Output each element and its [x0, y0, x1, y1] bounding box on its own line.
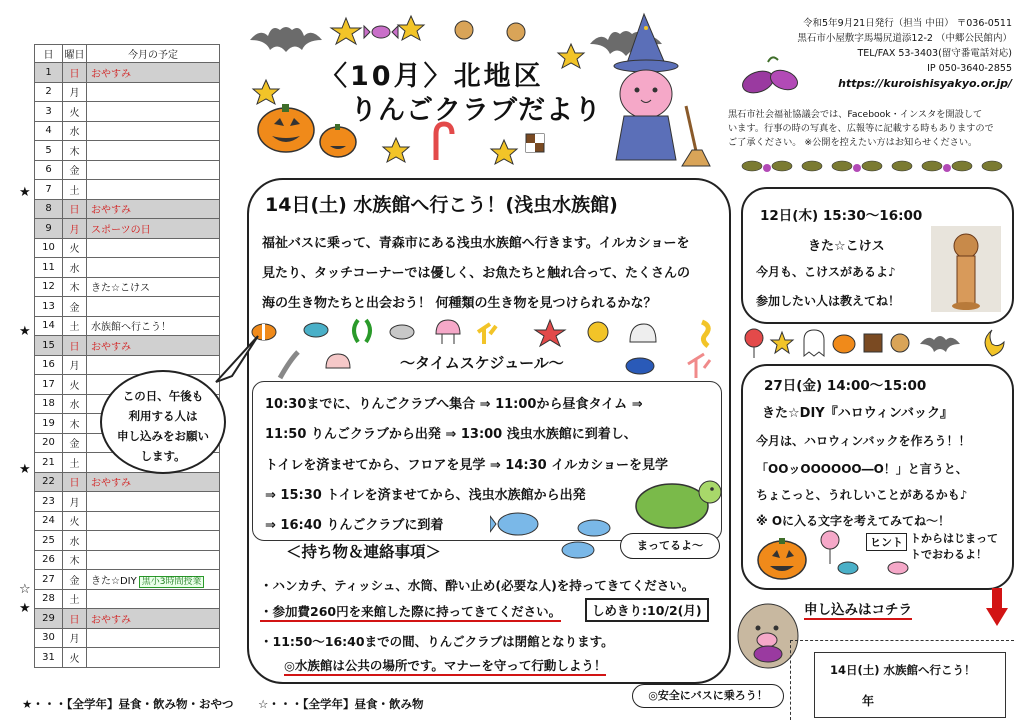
calendar-day-number: 5: [35, 141, 63, 161]
calendar-row: [35, 180, 220, 200]
calendar-day-number: 1: [35, 63, 63, 83]
calendar-weekday: 火: [63, 511, 87, 531]
calendar-event: [87, 102, 220, 122]
star-mark-21: ★: [19, 462, 31, 477]
calendar-weekday: 木: [63, 414, 87, 434]
calendar-weekday: 日: [63, 336, 87, 356]
fish-icon: [390, 325, 414, 339]
calendar-row: [35, 297, 220, 317]
fish-icon: [490, 513, 538, 535]
kokesu-line: 参加したい人は教えてね！: [756, 294, 901, 308]
calendar-weekday: 月: [63, 492, 87, 512]
calendar-weekday: 土: [63, 589, 87, 609]
calendar-event: [87, 180, 220, 200]
sns-notice: [728, 108, 1014, 150]
bubble-tail-icon: [214, 332, 264, 384]
calendar-event: [87, 82, 220, 102]
pumpkin-icon: [258, 104, 356, 157]
calendar-weekday: 水: [63, 531, 87, 551]
lollipop-icon: [745, 329, 763, 358]
schedule-line: トイレを済ませてから、フロアを見学 ⇒ 14:30 イルカショーを見学: [265, 458, 668, 473]
calendar-day-number: 16: [35, 355, 63, 375]
cookie-icon: [891, 334, 909, 352]
calendar-row: [35, 531, 220, 551]
calendar-event-label: きた☆こけス: [91, 283, 150, 295]
calendar-row: [35, 355, 220, 375]
bat-icon: [920, 336, 960, 352]
fish-icon: [626, 358, 654, 374]
calendar-event: [87, 492, 220, 512]
calendar-row: [35, 258, 220, 278]
calendar-day-number: 26: [35, 550, 63, 570]
legend-hollow-star: ☆・・・【全学年】昼食・飲み物: [258, 697, 424, 711]
calendar-day-number: 8: [35, 199, 63, 219]
bubble-line: 利用する人は: [128, 409, 198, 423]
sns-notice-line: います。行事の時の写真を、広報等に記載する時もありますので: [728, 123, 994, 134]
calendar-weekday: 月: [63, 82, 87, 102]
calendar-weekday: 火: [63, 375, 87, 395]
star-icon: [771, 332, 793, 353]
bat-icon: [250, 27, 322, 52]
calendar-day-number: 30: [35, 628, 63, 648]
schedule-line: ⇒ 16:40 りんごクラブに到着: [265, 518, 444, 533]
calendar-day-number: 24: [35, 511, 63, 531]
schedule-line: 11:50 りんごクラブから出発 ⇒ 13:00 浅虫水族館に到着し、: [265, 427, 637, 442]
calendar-row: [35, 492, 220, 512]
calendar-row: [35, 472, 220, 492]
calendar-day-number: 22: [35, 472, 63, 492]
calendar-weekday: 火: [63, 238, 87, 258]
website-url[interactable]: https://kuroishisyakyo.or.jp/: [838, 77, 1012, 90]
arrow-down-icon: [986, 588, 1008, 628]
calendar-day-number: 11: [35, 258, 63, 278]
calendar-event-label: 水族館へ行こう！: [91, 322, 171, 334]
shell-icon: [630, 324, 656, 342]
calendar-day-number: 21: [35, 453, 63, 473]
calendar-event: [87, 316, 220, 336]
schedule-title: ～タイムスケジュール～: [400, 354, 564, 372]
eel-icon: [280, 352, 298, 378]
calendar-header-events: 今月の予定: [87, 45, 220, 63]
calendar-row: [35, 277, 220, 297]
calendar-row: [35, 609, 220, 629]
calendar-day-number: 6: [35, 160, 63, 180]
calendar-weekday: 木: [63, 141, 87, 161]
calendar-body: [35, 63, 220, 668]
calendar-event: [87, 511, 220, 531]
diy-title: きた☆DIY『ハロウィンバック』: [762, 406, 954, 421]
calendar-row: [35, 102, 220, 122]
calendar-row: [35, 160, 220, 180]
calendar-event: [87, 472, 220, 492]
starfish-icon: [535, 320, 565, 346]
candy-icon: [888, 562, 908, 574]
calendar-event-badge: 黒小3時間授業: [139, 576, 205, 588]
calendar-event-label: おやすみ: [91, 341, 131, 353]
kokesu-heading: 12日(木) 15:30～16:00: [760, 208, 923, 224]
calendar-event-label: きた☆DIY: [91, 575, 137, 587]
calendar-day-number: 31: [35, 648, 63, 668]
calendar-event: [87, 336, 220, 356]
bubble-line: します。: [140, 449, 186, 463]
calendar-row: [35, 550, 220, 570]
item-line-belongings: ・ハンカチ、ティッシュ、水筒、酔い止め(必要な人)を持ってきてください。: [260, 578, 695, 593]
calendar-weekday: 日: [63, 472, 87, 492]
calendar-header-row: [35, 45, 220, 63]
calendar-day-number: 15: [35, 336, 63, 356]
lollipop-icon: [821, 531, 839, 564]
hint-line: トからはじまって: [910, 532, 998, 545]
calendar-event: [87, 570, 220, 590]
calendar-day-number: 20: [35, 433, 63, 453]
fish-icon: [304, 323, 328, 337]
calendar-day-number: 10: [35, 238, 63, 258]
bubble-line: この日、午後も: [122, 389, 204, 403]
calendar-event: [87, 141, 220, 161]
calendar-day-number: 17: [35, 375, 63, 395]
calendar-row: [35, 589, 220, 609]
ip-phone: IP 050-3640-2855: [927, 63, 1012, 74]
calendar-day-number: 2: [35, 82, 63, 102]
calendar-weekday: 火: [63, 102, 87, 122]
calendar-event: [87, 238, 220, 258]
star-mark-27: ☆: [19, 582, 31, 597]
calendar-row: [35, 141, 220, 161]
calendar-weekday: 日: [63, 609, 87, 629]
sweet-potato-icon: [738, 54, 804, 100]
diy-line: 今月は、ハロウィンバックを作ろう！！: [756, 434, 971, 448]
star-mark-28: ★: [19, 601, 31, 616]
calendar-row: [35, 628, 220, 648]
calendar-weekday: 木: [63, 277, 87, 297]
diy-line: ※ Oに入る文字を考えてみてね～！: [756, 514, 951, 528]
calendar-weekday: 水: [63, 394, 87, 414]
calendar-weekday: 土: [63, 316, 87, 336]
legend-filled-star: ★・・・【全学年】昼食・飲み物・おやつ: [22, 697, 234, 711]
calendar-event-label: おやすみ: [91, 614, 131, 626]
calendar-weekday: 金: [63, 297, 87, 317]
items-and-notes-title: ＜持ち物＆連絡事項＞: [286, 543, 442, 561]
calendar-event: [87, 199, 220, 219]
chocolate-icon: [864, 334, 882, 352]
calendar-weekday: 火: [63, 648, 87, 668]
calendar-day-number: 14: [35, 316, 63, 336]
calendar-row: [35, 316, 220, 336]
tel-fax: TEL/FAX 53-3403(留守番電話対応): [857, 48, 1012, 59]
calendar-day-number: 3: [35, 102, 63, 122]
address: 黒石市小屋敷字馬場尻道添12-2 （中郷公民館内）: [797, 33, 1012, 44]
calendar-day-number: 28: [35, 589, 63, 609]
diy-line: 「OOッOOOOOO―O！」と言うと、: [756, 462, 968, 476]
candy-icon: [838, 562, 858, 574]
calendar-row: [35, 570, 220, 590]
star-mark-14: ★: [19, 324, 31, 339]
calendar-weekday: 水: [63, 258, 87, 278]
calendar-day-number: 19: [35, 414, 63, 434]
calendar-event: [87, 609, 220, 629]
pufferfish-icon: [588, 322, 608, 342]
calendar-day-number: 25: [35, 531, 63, 551]
calendar-header-day: 日: [35, 45, 63, 63]
waiting-speech-bubble: まってるよ～: [620, 533, 720, 559]
calendar-table: [34, 44, 220, 668]
calendar-event-label: スポーツの日: [91, 224, 151, 236]
calendar-day-number: 18: [35, 394, 63, 414]
calendar-day-number: 27: [35, 570, 63, 590]
calendar-weekday: 金: [63, 160, 87, 180]
calendar-event-label: おやすみ: [91, 205, 131, 217]
newsletter-title-line1: 〈10月〉北地区: [320, 61, 544, 92]
hint-label: ヒント: [866, 533, 907, 551]
diy-line: ちょこっと、うれしいことがあるかも♪: [756, 488, 968, 502]
schedule-line: ⇒ 15:30 トイレを済ませてから、浅虫水族館から出発: [265, 488, 586, 503]
calendar-weekday: 日: [63, 199, 87, 219]
calendar-event: [87, 258, 220, 278]
event-description-line: 見たり、タッチコーナーでは優しく、お魚たちと触れ合って、たくさんの: [262, 266, 690, 281]
item-line-manners: ◎水族館は公共の場所です。マナーを守って行動しよう！: [284, 656, 606, 676]
calendar-weekday: 月: [63, 355, 87, 375]
calendar-event: [87, 648, 220, 668]
kokesu-title: きた☆こけス: [808, 239, 885, 254]
diy-heading: 27日(金) 14:00～15:00: [764, 378, 927, 394]
calendar-day-number: 4: [35, 121, 63, 141]
issue-date: 令和5年9月21日発行（担当 中田） 〒036-0511: [803, 18, 1012, 29]
schedule-line: 10:30までに、りんごクラブへ集合 ⇒ 11:00から昼食タイム ⇒: [265, 397, 643, 412]
coral-icon: [688, 354, 710, 378]
apply-here-label: 申し込みはコチラ: [804, 598, 912, 620]
calendar-weekday: 月: [63, 628, 87, 648]
calendar-row: [35, 82, 220, 102]
calendar-event: [87, 550, 220, 570]
calendar-row: [35, 121, 220, 141]
form-year-field[interactable]: 年: [862, 694, 875, 708]
calendar-row: [35, 511, 220, 531]
newsletter-title-line2: りんごクラブだより: [350, 95, 602, 126]
calendar-weekday: 土: [63, 180, 87, 200]
calendar-weekday: 日: [63, 63, 87, 83]
aquarium-event-heading: 14日(土) 水族館へ行こう！(浅虫水族館): [265, 194, 618, 216]
sns-notice-line: 黒石市社会福祉協議会では、Facebook・インスタを開設して: [728, 109, 983, 120]
sns-notice-line: ご了承ください。 ※公開を控えたい方はお知らせください。: [728, 137, 978, 148]
ghost-icon: [804, 330, 824, 356]
calendar-event: [87, 589, 220, 609]
calendar-event: [87, 628, 220, 648]
calendar-row: [35, 63, 220, 83]
form-event-name: 14日(土) 水族館へ行こう！: [830, 663, 976, 677]
calendar-event-label: おやすみ: [91, 68, 131, 80]
calendar-row: [35, 336, 220, 356]
calendar-day-number: 29: [35, 609, 63, 629]
seaweed-icon: [354, 320, 370, 342]
turtle-icon: [636, 481, 721, 528]
pumpkin-icon: [758, 538, 806, 579]
calendar-row: [35, 648, 220, 668]
bubble-line: 申し込みをお願い: [117, 429, 209, 443]
calendar-row: [35, 238, 220, 258]
calendar-row: [35, 199, 220, 219]
kokesu-line: 今月も、こけスがあるよ♪: [756, 265, 896, 279]
calendar-event: [87, 219, 220, 239]
fish-icon: [562, 542, 594, 558]
leaf-border-icon: [740, 156, 1014, 176]
calendar-weekday: 水: [63, 121, 87, 141]
item-line-fee: ・参加費260円を来館した際に持ってきてください。: [260, 602, 561, 622]
fish-icon: [578, 520, 610, 536]
candy-cane-icon: [436, 124, 452, 160]
candy-row-decoration: [742, 326, 1014, 360]
calendar-event: [87, 160, 220, 180]
calendar-event: [87, 531, 220, 551]
calendar-weekday: 金: [63, 433, 87, 453]
calendar-weekday: 土: [63, 453, 87, 473]
calendar-header-weekday: 曜日: [63, 45, 87, 63]
kokeshi-doll-photo: [931, 226, 1001, 312]
calendar-event: [87, 63, 220, 83]
jellyfish-icon: [436, 320, 460, 344]
calendar-event: [87, 277, 220, 297]
seahorse-icon: [702, 322, 708, 346]
candy-icon: [364, 26, 398, 38]
item-line-closure: ・11:50～16:40までの間、りんごクラブは閉館となります。: [260, 634, 614, 649]
calendar-weekday: 金: [63, 570, 87, 590]
calendar-day-number: 23: [35, 492, 63, 512]
calendar-day-number: 13: [35, 297, 63, 317]
shell-icon: [326, 354, 350, 368]
calendar-weekday: 月: [63, 219, 87, 239]
calendar-row: [35, 219, 220, 239]
bus-safety-note: ◎安全にバスに乗ろう！: [632, 684, 784, 708]
coral-icon: [478, 324, 496, 344]
calendar-day-number: 12: [35, 277, 63, 297]
calendar-event: [87, 121, 220, 141]
star-mark-7: ★: [19, 185, 31, 200]
calendar-event-label: おやすみ: [91, 478, 131, 490]
calendar-event: [87, 297, 220, 317]
event-description-line: 福祉バスに乗って、青森市にある浅虫水族館へ行きます。イルカショーを: [262, 236, 690, 251]
calendar-day-number: 7: [35, 180, 63, 200]
deadline-badge: しめきり:10/2(月): [585, 598, 709, 622]
hint-line: トでおわるよ！: [910, 548, 987, 561]
event-description-line: 海の生き物たちと出会おう！ 何種類の生き物を見つけられるかな？: [262, 296, 657, 311]
calendar-weekday: 木: [63, 550, 87, 570]
moon-icon: [985, 330, 1004, 356]
calendar-day-number: 9: [35, 219, 63, 239]
pumpkin-icon: [833, 335, 855, 353]
